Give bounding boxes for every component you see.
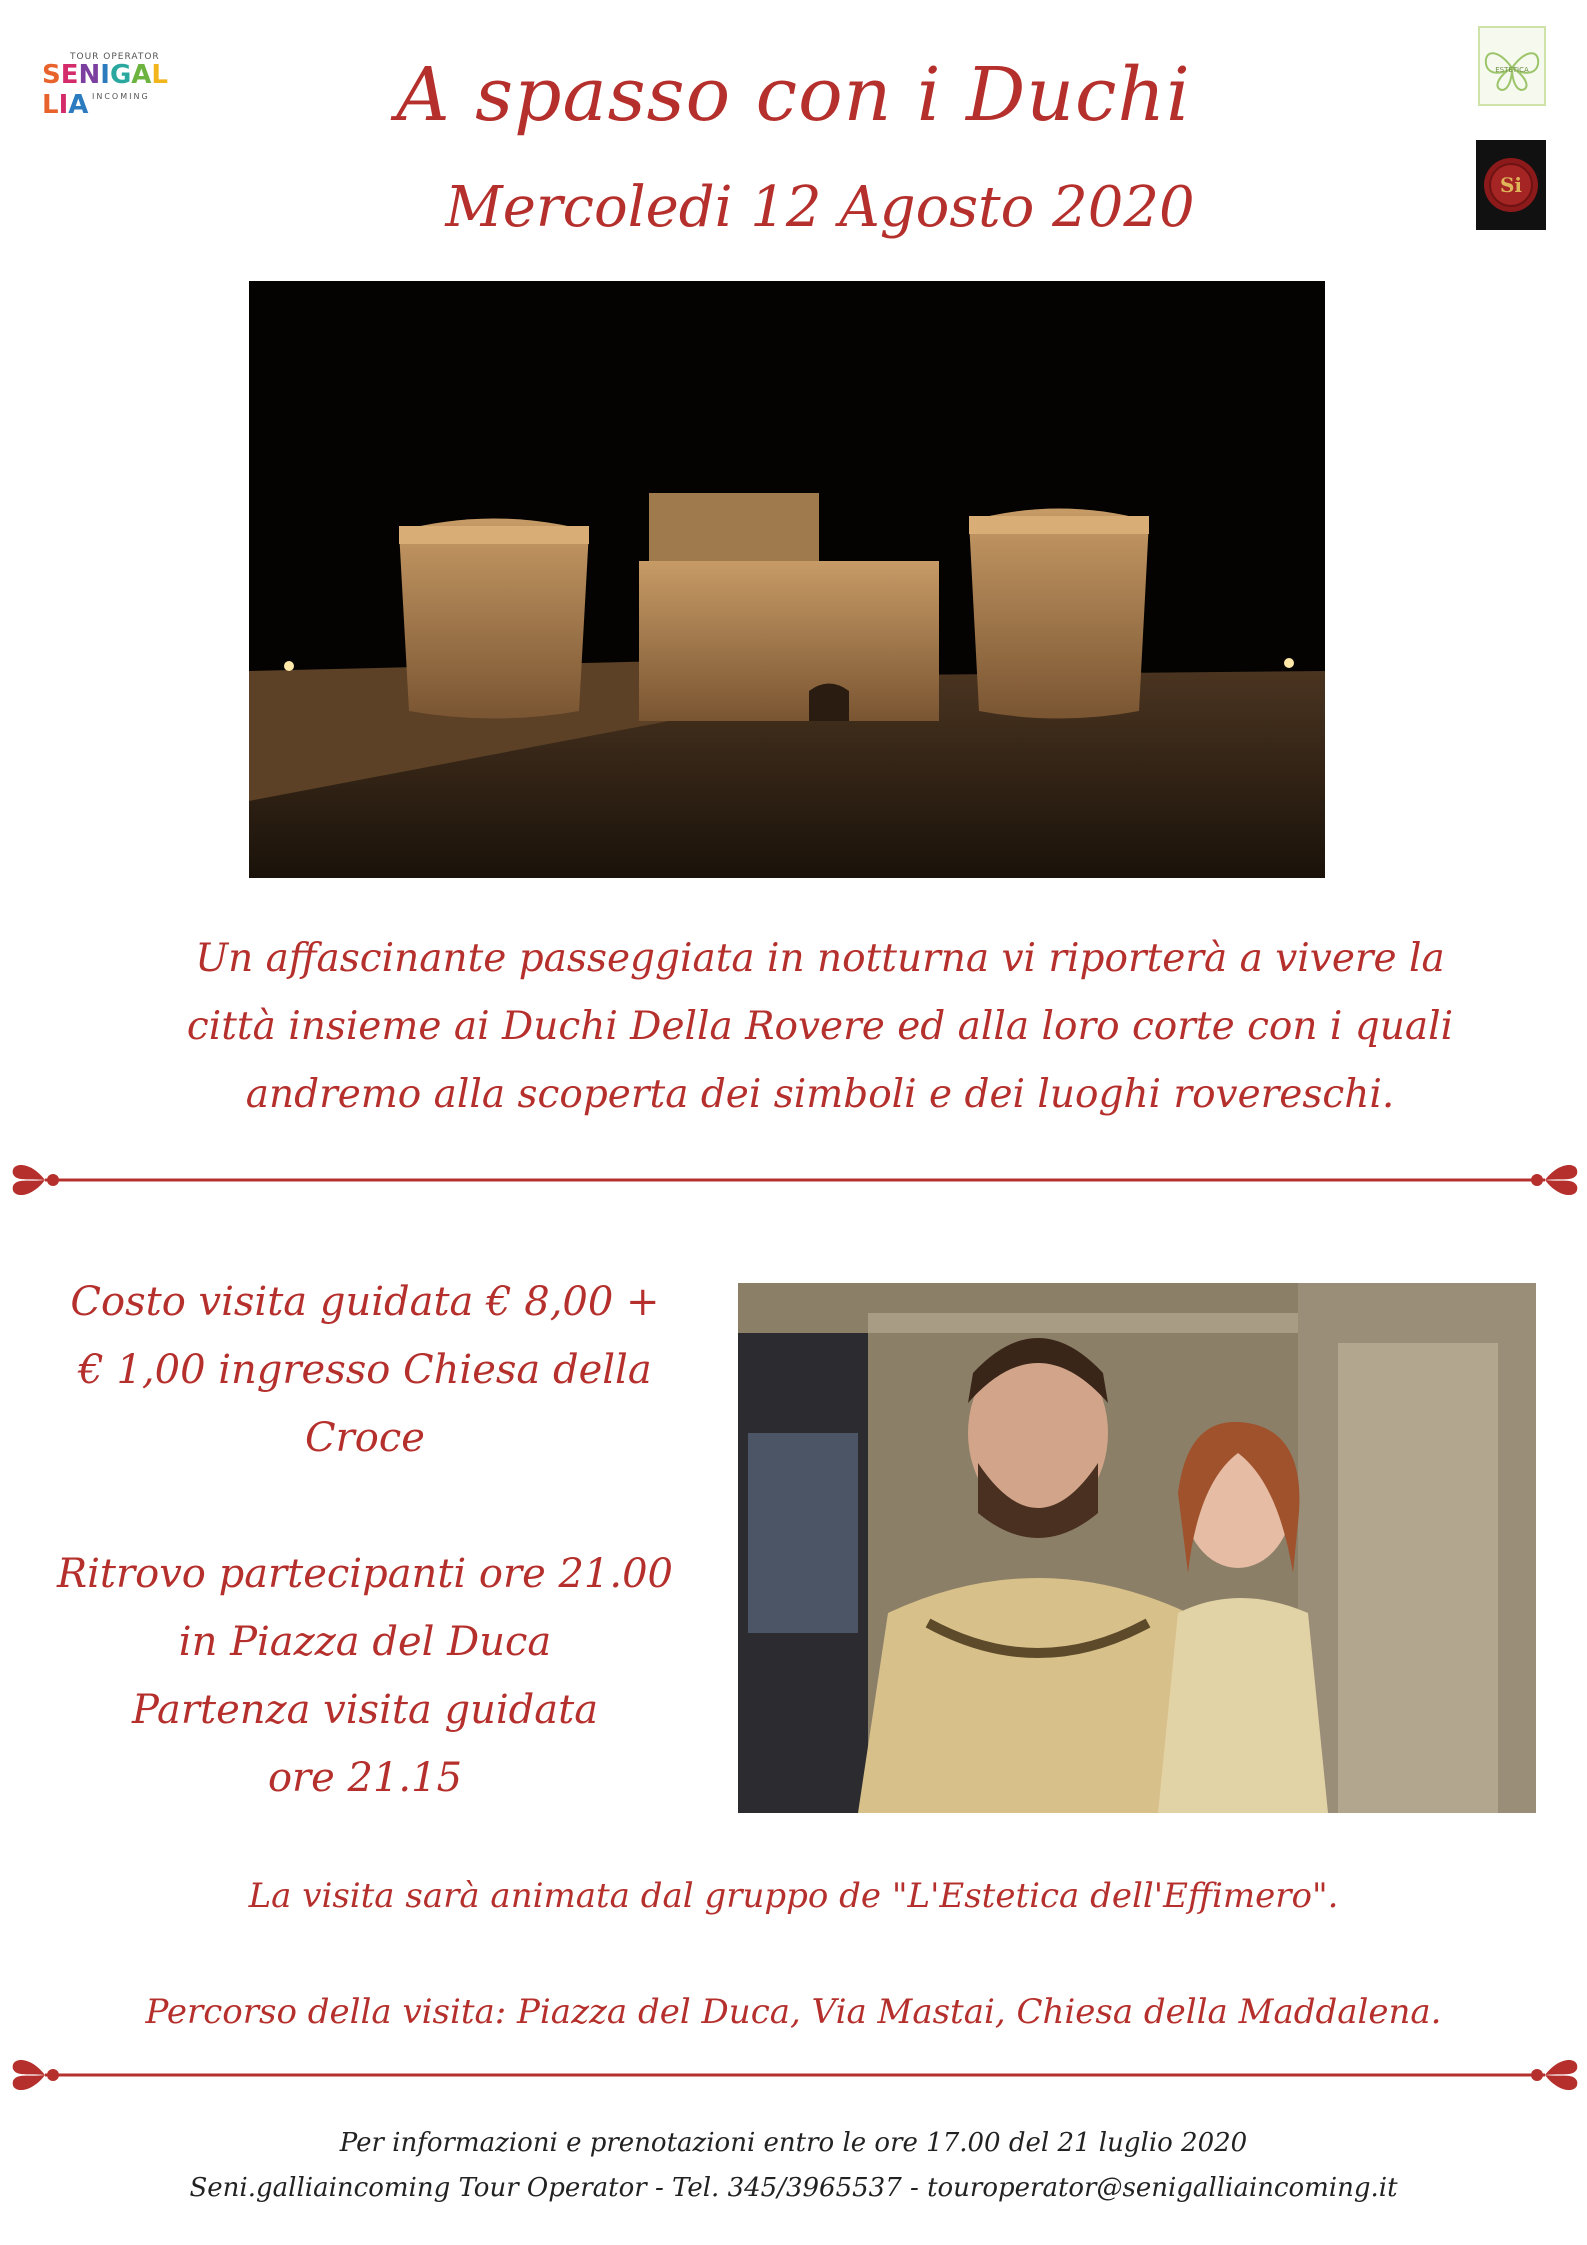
cost-line: € 1,00 ingresso Chiesa della xyxy=(78,1347,652,1393)
footer-contacts: Seni.galliaincoming Tour Operator - Tel. 345/3965537 - touroperator@senigalliaincoming.it xyxy=(189,2173,1398,2203)
costumed-couple-photo xyxy=(738,1283,1536,1813)
meeting-line: in Piazza del Duca xyxy=(178,1619,552,1665)
route-note: Percorso della visita: Piazza del Duca, Via Mastai, Chiesa della Maddalena. xyxy=(145,1992,1442,2032)
logo-bottom-text: INCOMING xyxy=(92,92,150,101)
page-title: A spasso con i Duchi xyxy=(396,52,1191,138)
event-date: Mercoledi 12 Agosto 2020 xyxy=(445,175,1195,240)
event-details xyxy=(20,1268,710,1812)
start-line: ore 21.15 xyxy=(267,1755,463,1801)
intro-line: città insieme ai Duchi Della Rovere ed alla loro corte con i quali xyxy=(186,1004,1454,1049)
cost-line: Croce xyxy=(305,1415,425,1461)
logo-top-text: TOUR OPERATOR xyxy=(70,52,160,62)
castle-night-photo xyxy=(249,281,1325,878)
meeting-line: Ritrovo partecipanti ore 21.00 xyxy=(57,1551,673,1597)
ornamental-divider xyxy=(5,2045,1585,2105)
start-line: Partenza visita guidata xyxy=(131,1687,599,1733)
cost-line: Costo visita guidata € 8,00 + xyxy=(70,1279,660,1325)
logo-brand: SENIGALLIA xyxy=(42,60,168,120)
intro-line: Un affascinante passeggiata in notturna vi riporterà a vivere la xyxy=(195,936,1445,981)
svg-text:Si: Si xyxy=(1499,173,1523,197)
intro-line: andremo alla scoperta dei simboli e dei luoghi rovereschi. xyxy=(245,1072,1395,1117)
footer-info: Per informazioni e prenotazioni entro le ore 17.00 del 21 luglio 2020 xyxy=(339,2128,1248,2158)
svg-text:ESTETICA: ESTETICA xyxy=(1495,66,1529,74)
intro-paragraph xyxy=(120,925,1520,1129)
ornamental-divider xyxy=(5,1150,1585,1210)
animation-note: La visita sarà animata dal gruppo de "L'Estetica dell'Effimero". xyxy=(248,1876,1339,1916)
